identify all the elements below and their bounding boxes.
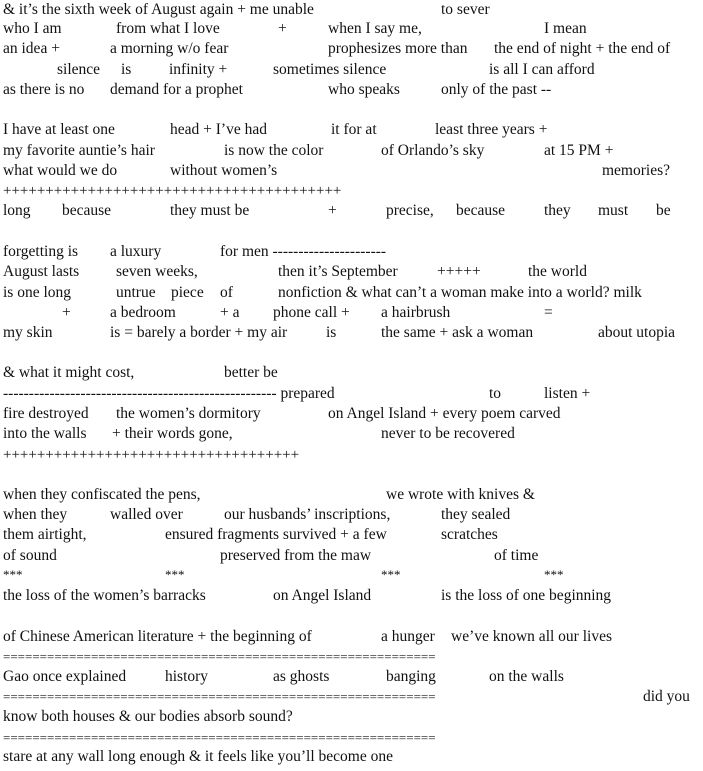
poem-fragment: without women’s: [170, 162, 278, 179]
poem-fragment: head + I’ve had: [170, 121, 267, 138]
poem-fragment: fire destroyed: [3, 405, 89, 422]
plus-rule: ++++++++++++++++++++++++++++++++++++++++: [3, 183, 342, 199]
poem-fragment: better be: [224, 364, 278, 381]
poem-line-7: [0, 141, 703, 161]
poem-fragment: an idea +: [3, 40, 60, 57]
plus-rule: +++++++++++++++++++++++++++++++++++: [3, 447, 300, 463]
poem-fragment: stare at any wall long enough & it feels like you’ll become one: [3, 748, 393, 765]
poem-fragment: precise,: [386, 202, 434, 219]
poem-fragment: be: [656, 202, 671, 219]
poem-fragment: to sever: [441, 1, 490, 18]
poem-fragment: & what it might cost,: [3, 364, 135, 381]
poem-fragment: of time: [494, 547, 539, 564]
poem-fragment: when they: [3, 506, 68, 523]
equals-rule: ===========================================================: [3, 649, 436, 664]
poem-fragment: it for at: [331, 121, 377, 138]
poem-fragment: is all I can afford: [489, 61, 595, 78]
poem-line-29: [0, 667, 703, 687]
poem-line-9: [0, 181, 703, 201]
poem-fragment: ensured fragments survived + a few: [165, 526, 387, 543]
poem-fragment: on Angel Island: [273, 587, 372, 604]
poem-fragment: +: [328, 202, 337, 219]
poem-fragment: on the walls: [489, 668, 564, 685]
poem-line-23: [0, 525, 703, 545]
poem-fragment: is = barely a border + my air: [110, 324, 288, 341]
poem-fragment: listen +: [544, 385, 591, 402]
poem-fragment: a luxury: [110, 243, 162, 260]
poem-line-24: [0, 546, 703, 566]
poem-fragment: of: [220, 284, 233, 301]
poem-line-12: [0, 262, 703, 282]
poem-fragment: least three years +: [435, 121, 548, 138]
poem-fragment: only of the past --: [441, 81, 552, 98]
poem-fragment: is the loss of one beginning: [441, 587, 612, 604]
poem-line-5: [0, 80, 703, 100]
poem-fragment: they must be: [170, 202, 250, 219]
poem-fragment: what would we do: [3, 162, 118, 179]
poem-fragment: we wrote with knives &: [386, 486, 535, 503]
poem-fragment: from what I love: [116, 20, 220, 37]
asterism: ***: [165, 567, 185, 582]
poem-line-3: [0, 39, 703, 59]
poem-fragment: phone call +: [273, 304, 350, 321]
poem-fragment: the world: [528, 263, 587, 280]
poem-fragment: August lasts: [3, 263, 80, 280]
poem-line-19: [0, 424, 703, 444]
asterism: ***: [381, 567, 401, 582]
poem-fragment: demand for a prophet: [110, 81, 243, 98]
poem-line-32: [0, 728, 703, 748]
poem-fragment: scratches: [441, 526, 498, 543]
poem-line-33: [0, 747, 703, 767]
poem-line-26: [0, 586, 703, 606]
poem-fragment: sometimes silence: [273, 61, 387, 78]
poem-line-17: [0, 384, 703, 404]
poem-fragment: who I am: [3, 20, 62, 37]
poem-fragment: at 15 PM +: [544, 142, 614, 159]
asterism: ***: [3, 567, 23, 582]
poem-fragment: never to be recovered: [381, 425, 515, 442]
poem-fragment: untrue: [116, 284, 156, 301]
poem-fragment: when they confiscated the pens,: [3, 486, 201, 503]
poem-fragment: Gao once explained: [3, 668, 127, 685]
poem-fragment: know both houses & our bodies absorb sound?: [3, 708, 293, 725]
poem-fragment: to: [489, 385, 502, 402]
equals-rule: ===========================================================: [3, 730, 436, 745]
poem-fragment: for men ----------------------: [220, 243, 387, 260]
poem-fragment: silence: [57, 61, 101, 78]
poem-fragment: a hunger: [381, 628, 435, 645]
poem-line-21: [0, 485, 703, 505]
poem-fragment: they sealed: [441, 506, 511, 523]
poem-fragment: long: [3, 202, 31, 219]
poem-fragment: +: [278, 20, 287, 37]
poem-line-13: [0, 283, 703, 303]
poem-fragment: =: [544, 304, 553, 321]
poem-line-31: [0, 707, 703, 727]
poem-line-14: [0, 303, 703, 323]
poem-fragment: prophesizes more than: [328, 40, 468, 57]
poem-line-22: [0, 505, 703, 525]
poem-fragment: a morning w/o fear: [110, 40, 229, 57]
poem-line-25: [0, 565, 703, 585]
poem-fragment: seven weeks,: [116, 263, 198, 280]
poem-fragment: I mean: [544, 20, 587, 37]
poem-fragment: on Angel Island + every poem carved: [328, 405, 561, 422]
poem-fragment: the end of night + the end of: [494, 40, 671, 57]
poem-line-30: [0, 687, 703, 707]
poem-fragment: as ghosts: [273, 668, 330, 685]
poem-fragment: ----------------------------------------------------- prepared: [3, 385, 335, 402]
poem-line-4: [0, 60, 703, 80]
poem-fragment: did you: [643, 688, 690, 705]
poem-fragment: because: [456, 202, 506, 219]
poem-fragment: + a: [220, 304, 240, 321]
poem-fragment: they: [544, 202, 571, 219]
poem-fragment: piece: [171, 284, 204, 301]
poem-fragment: of sound: [3, 547, 57, 564]
poem-fragment: must: [598, 202, 629, 219]
poem-fragment: is now the color: [224, 142, 324, 159]
poem-line-1: [0, 0, 703, 20]
poem-fragment: is: [326, 324, 337, 341]
poem-fragment: of Orlando’s sky: [381, 142, 485, 159]
poem-line-10: [0, 201, 703, 221]
poem-fragment: the loss of the women’s barracks: [3, 587, 206, 604]
poem-fragment: then it’s September: [278, 263, 398, 280]
poem-fragment: is one long: [3, 284, 72, 301]
poem-fragment: memories?: [602, 162, 671, 179]
asterism: ***: [544, 567, 564, 582]
poem-fragment: & it’s the sixth week of August again + me unable: [3, 1, 314, 18]
poem-line-28: [0, 647, 703, 667]
poem-fragment: of Chinese American literature + the beginning of: [3, 628, 312, 645]
poem-line-18: [0, 404, 703, 424]
poem-fragment: my skin: [3, 324, 53, 341]
poem-line-15: [0, 323, 703, 343]
poem-fragment: I have at least one: [3, 121, 115, 138]
poem-line-27: [0, 627, 703, 647]
poem-fragment: + their words gone,: [112, 425, 233, 442]
poem-fragment: +: [62, 304, 71, 321]
poem-fragment: because: [62, 202, 112, 219]
equals-rule: ===========================================================: [3, 689, 436, 704]
poem-fragment: who speaks: [328, 81, 400, 98]
poem-fragment: +++++: [437, 263, 481, 280]
poem-fragment: history: [165, 668, 209, 685]
poem-line-16: [0, 363, 703, 383]
poem-fragment: walled over: [110, 506, 183, 523]
poem-fragment: we’ve known all our lives: [451, 628, 612, 645]
poem-line-11: [0, 242, 703, 262]
poem-line-8: [0, 161, 703, 181]
poem-fragment: my favorite auntie’s hair: [3, 142, 155, 159]
poem-fragment: into the walls: [3, 425, 87, 442]
poem-fragment: forgetting is: [3, 243, 79, 260]
poem-fragment: our husbands’ inscriptions,: [224, 506, 391, 523]
poem-fragment: preserved from the maw: [220, 547, 372, 564]
poem-fragment: is: [121, 61, 132, 78]
poem-line-2: [0, 19, 703, 39]
poem-fragment: a bedroom: [110, 304, 176, 321]
poem-fragment: as there is no: [3, 81, 85, 98]
poem-fragment: infinity +: [169, 61, 228, 78]
poem-fragment: nonfiction & what can’t a woman make into a world? milk: [278, 284, 642, 301]
poem-fragment: when I say me,: [328, 20, 422, 37]
poem-fragment: a hairbrush: [381, 304, 451, 321]
poem-fragment: the same + ask a woman: [381, 324, 534, 341]
poem-line-20: [0, 445, 703, 465]
poem-fragment: them airtight,: [3, 526, 87, 543]
poem-line-6: [0, 120, 703, 140]
poem-fragment: about utopia: [598, 324, 676, 341]
poem-fragment: the women’s dormitory: [116, 405, 261, 422]
poem-fragment: banging: [386, 668, 436, 685]
